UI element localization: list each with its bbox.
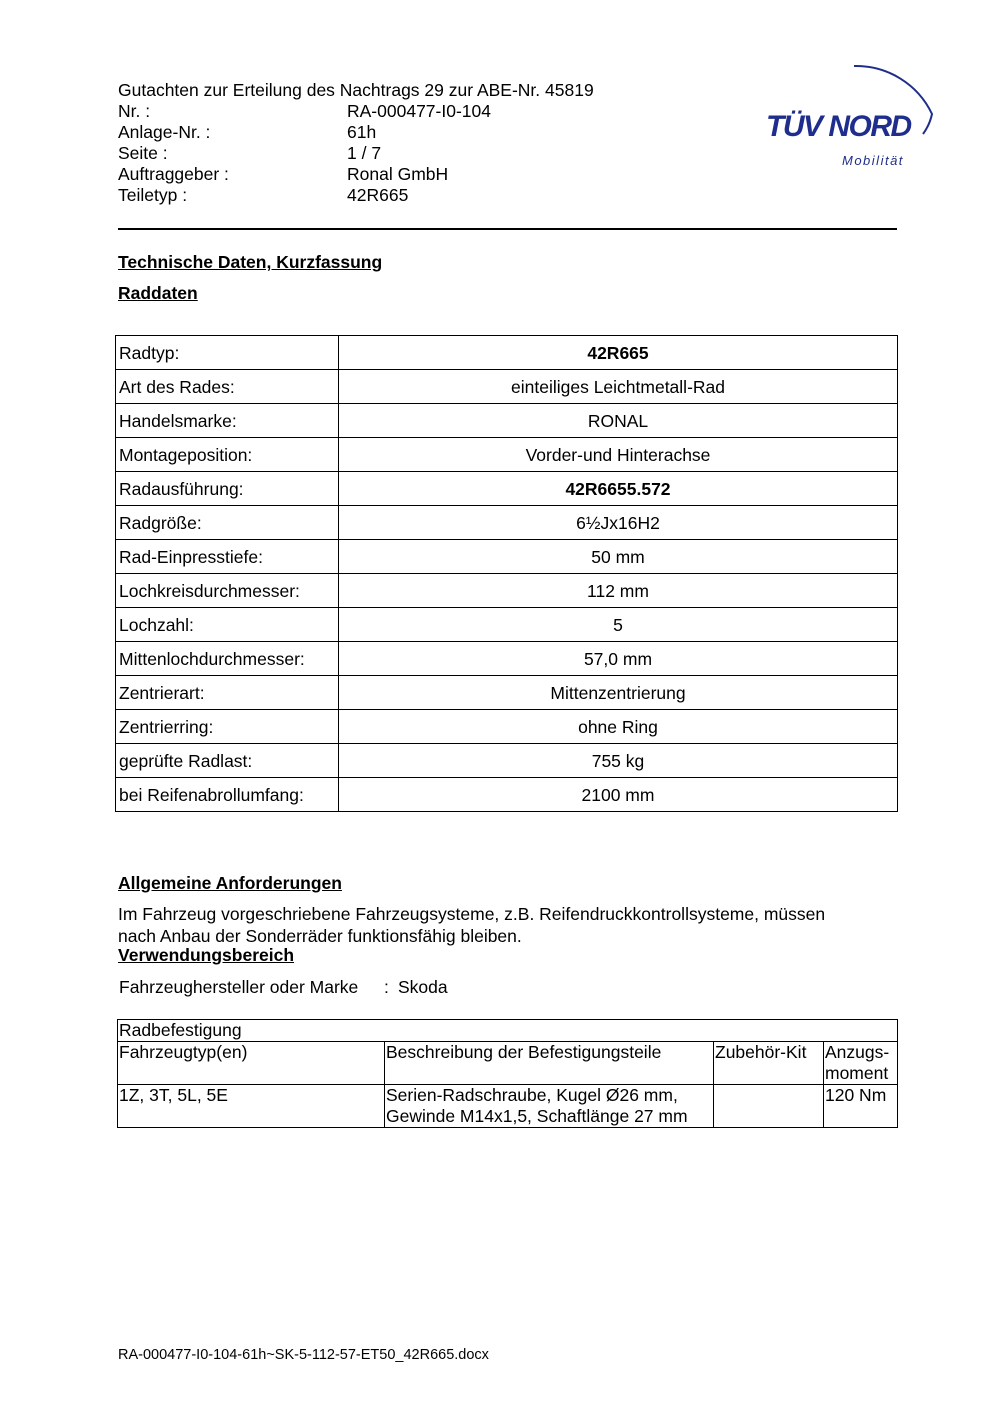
row-value: 42R665 — [339, 336, 898, 370]
cell-types: 1Z, 3T, 5L, 5E — [118, 1085, 385, 1128]
footer-filename: RA-000477-I0-104-61h~SK-5-112-57-ET50_42R665.docx — [118, 1347, 489, 1363]
table-row — [116, 778, 898, 812]
header-label: Seite : — [118, 143, 168, 163]
header-value: 61h — [347, 122, 377, 142]
table-caption: Radbefestigung — [118, 1020, 898, 1042]
row-value: 112 mm — [339, 574, 898, 608]
row-value: ohne Ring — [339, 710, 898, 744]
row-value: einteiliges Leichtmetall-Rad — [339, 370, 898, 404]
table-row — [116, 540, 898, 574]
table-row — [116, 608, 898, 642]
row-label: Lochzahl: — [116, 608, 339, 642]
header-value: 1 / 7 — [347, 143, 382, 163]
table-row — [116, 574, 898, 608]
header-label: Anlage-Nr. : — [118, 122, 211, 142]
cell-description — [385, 1085, 714, 1128]
header-divider — [118, 228, 897, 230]
cell-torque: 120 Nm — [824, 1085, 898, 1128]
row-value: 42R6655.572 — [339, 472, 898, 506]
radbefestigung-table — [117, 1019, 898, 1128]
row-label: Handelsmarke: — [116, 404, 339, 438]
manufacturer-value: Skoda — [398, 977, 448, 997]
header-cell: Zubehör-Kit — [714, 1042, 824, 1085]
manufacturer-separator: : — [384, 977, 389, 997]
row-value: Vorder-und Hinterachse — [339, 438, 898, 472]
table-row — [116, 370, 898, 404]
header-value: RA-000477-I0-104 — [347, 101, 491, 121]
cell-kit — [714, 1085, 824, 1128]
row-value: 5 — [339, 608, 898, 642]
row-label: bei Reifenabrollumfang: — [116, 778, 339, 812]
header-cell — [824, 1042, 898, 1085]
description-line: Gewinde M14x1,5, Schaftlänge 27 mm — [386, 1106, 688, 1126]
table-row — [118, 1085, 898, 1128]
table-row — [116, 710, 898, 744]
section-subtitle-raddaten: Raddaten — [118, 283, 198, 303]
section-title-allgemeine-anforderungen: Allgemeine Anforderungen — [118, 873, 342, 893]
row-label: Rad-Einpresstiefe: — [116, 540, 339, 574]
paragraph-line: Im Fahrzeug vorgeschriebene Fahrzeugsysteme, z.B. Reifendruckkontrollsysteme, müssen — [118, 904, 826, 924]
table-header-row — [118, 1042, 898, 1085]
description-line: Serien-Radschraube, Kugel Ø26 mm, — [386, 1085, 678, 1105]
row-value: 50 mm — [339, 540, 898, 574]
row-label: Montageposition: — [116, 438, 339, 472]
manufacturer-label: Fahrzeughersteller oder Marke — [119, 977, 359, 997]
raddaten-table — [115, 335, 898, 812]
document-title: Gutachten zur Erteilung des Nachtrags 29 zur ABE-Nr. 45819 — [118, 80, 594, 100]
logo-brand-text: TÜV NORD — [766, 110, 911, 143]
section-title-technische-daten: Technische Daten, Kurzfassung — [118, 252, 383, 272]
header-value: 42R665 — [347, 185, 409, 205]
row-label: Zentrierart: — [116, 676, 339, 710]
row-value: 755 kg — [339, 744, 898, 778]
requirements-paragraph — [118, 903, 898, 947]
header-cell: Fahrzeugtyp(en) — [118, 1042, 385, 1085]
row-label: Lochkreisdurchmesser: — [116, 574, 339, 608]
header-line: moment — [825, 1063, 889, 1083]
row-label: geprüfte Radlast: — [116, 744, 339, 778]
row-label: Radtyp: — [116, 336, 339, 370]
row-value: 2100 mm — [339, 778, 898, 812]
row-label: Mittenlochdurchmesser: — [116, 642, 339, 676]
row-label: Art des Rades: — [116, 370, 339, 404]
table-row — [116, 506, 898, 540]
section-title-verwendungsbereich: Verwendungsbereich — [118, 945, 295, 965]
header-cell: Beschreibung der Befestigungsteile — [385, 1042, 714, 1085]
row-label: Zentrierring: — [116, 710, 339, 744]
table-row — [116, 438, 898, 472]
tuev-nord-logo — [766, 58, 941, 173]
row-value: RONAL — [339, 404, 898, 438]
row-label: Radausführung: — [116, 472, 339, 506]
table-row — [116, 336, 898, 370]
header-line: Anzugs- — [825, 1042, 890, 1062]
logo-sub-text: Mobilität — [842, 153, 904, 168]
row-value: 57,0 mm — [339, 642, 898, 676]
table-row — [116, 472, 898, 506]
table-row — [116, 676, 898, 710]
table-row — [116, 744, 898, 778]
table-row — [116, 404, 898, 438]
header-label: Auftraggeber : — [118, 164, 229, 184]
table-row — [116, 642, 898, 676]
header-label: Teiletyp : — [118, 185, 188, 205]
paragraph-line: nach Anbau der Sonderräder funktionsfähig bleiben. — [118, 926, 522, 946]
header-value: Ronal GmbH — [347, 164, 449, 184]
row-value: 6½Jx16H2 — [339, 506, 898, 540]
table-caption-row — [118, 1020, 898, 1042]
header-label: Nr. : — [118, 101, 151, 121]
row-value: Mittenzentrierung — [339, 676, 898, 710]
row-label: Radgröße: — [116, 506, 339, 540]
